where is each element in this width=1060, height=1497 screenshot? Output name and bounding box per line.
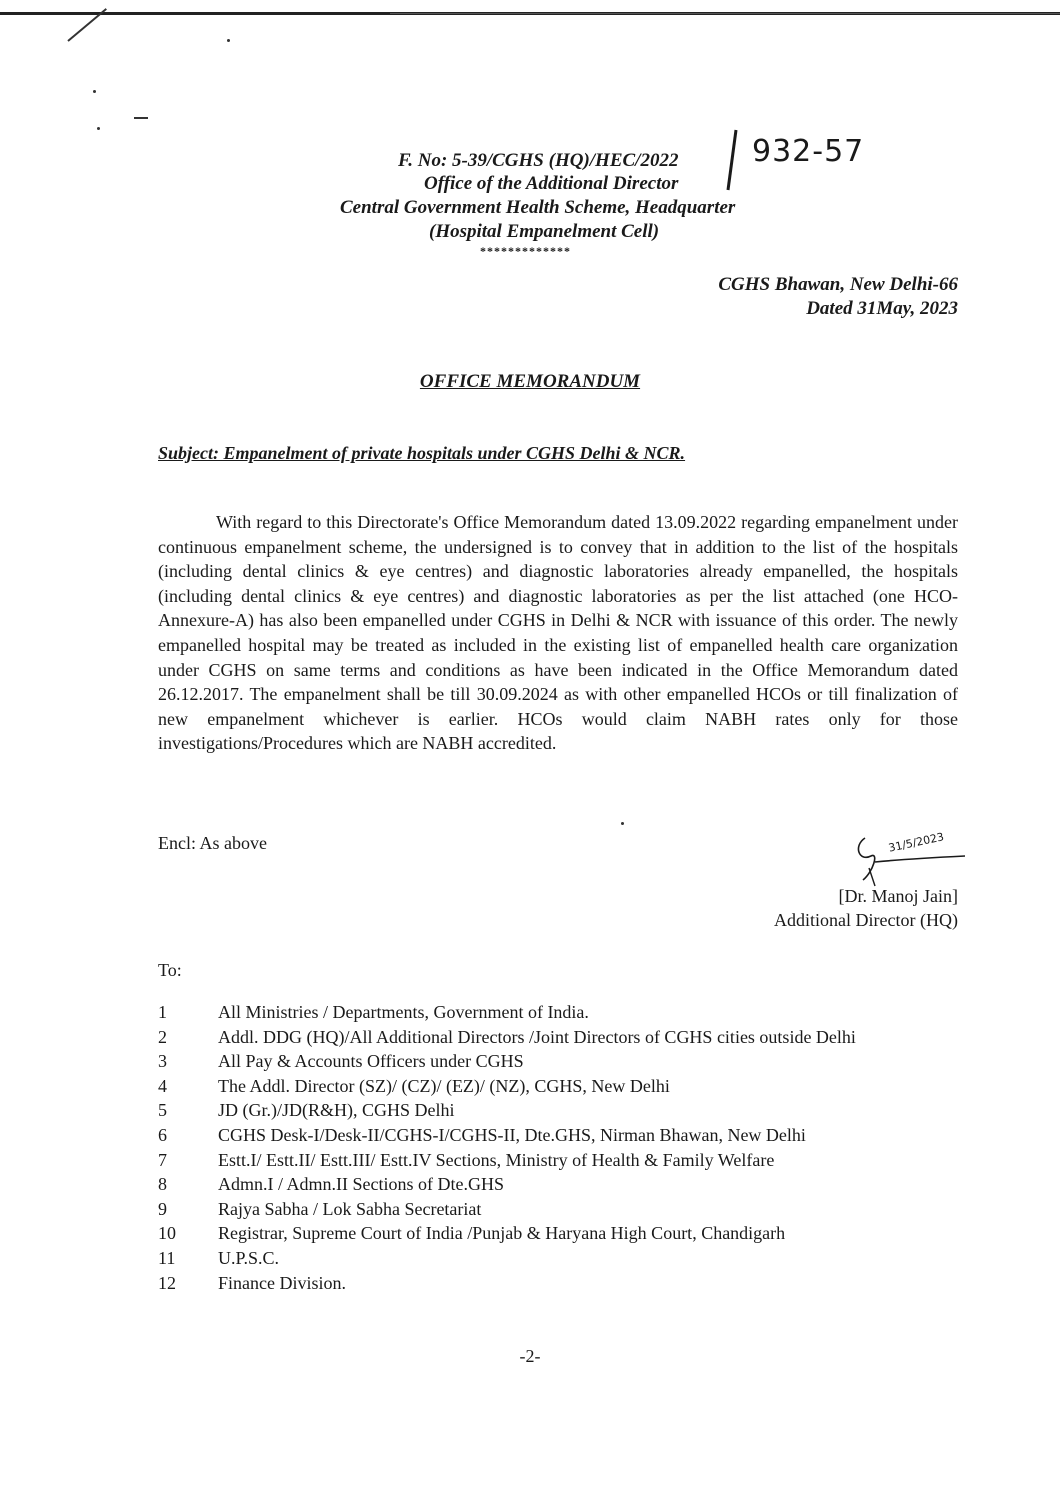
distribution-list bbox=[158, 1000, 958, 1295]
list-item: 11 U.P.S.C. bbox=[158, 1247, 280, 1268]
page-number: -2- bbox=[519, 1346, 541, 1366]
list-item: 6 CGHS Desk-I/Desk-II/CGHS-I/CGHS-II, Dte.GHS, Nirman Bhawan, New Delhi bbox=[158, 1124, 806, 1145]
separator-stars: ************* bbox=[480, 244, 571, 258]
list-item: 1 All Ministries / Departments, Government of India. bbox=[158, 1002, 589, 1022]
memo-body: With regard to this Directorate's Office Memorandum dated 13.09.2022 regarding empanelment under continuous empanelment scheme, the undersigned is to convey that in addition to the list of the hospitals (including dental clinics & eye centres) and diagnostic laboratories already empanelled, the hospitals (including dental clinics & eye centres) and diagnostic laboratories as per the list attached (one HCO-Annexure-A) has also been empanelled under CGHS in Delhi & NCR with issuance of this order. The newly empanelled hospital may be treated as included in the existing list of empanelled health care organization under CGHS on same terms and conditions as have been indicated in the Office Memorandum dated 26.12.2017. The empanelment shall be till 30.09.2024 as with other empanelled HCOs or till finalization of new empanelment whichever is earlier. HCOs would claim NABH rates only for those investigations/Procedures which are NABH accredited. bbox=[158, 512, 958, 754]
scan-speck bbox=[621, 822, 624, 825]
list-item: 2 Addl. DDG (HQ)/All Additional Directors /Joint Directors of CGHS cities outside Delhi bbox=[158, 1026, 856, 1047]
signature-date: 31/5/2023 bbox=[887, 830, 946, 855]
scan-dash bbox=[134, 117, 148, 119]
list-item: 7 Estt.I/ Estt.II/ Estt.III/ Estt.IV Sections, Ministry of Health & Family Welfare bbox=[158, 1149, 775, 1170]
signatory-name: [Dr. Manoj Jain] bbox=[838, 886, 958, 906]
scan-speck bbox=[97, 127, 100, 130]
list-item: 3 All Pay & Accounts Officers under CGHS bbox=[158, 1051, 524, 1072]
office-line: Office of the Additional Director bbox=[424, 173, 679, 194]
place-line: CGHS Bhawan, New Delhi-66 bbox=[718, 274, 958, 295]
signatory-designation: Additional Director (HQ) bbox=[774, 910, 958, 930]
organisation-line: Central Government Health Scheme, Headquarter bbox=[340, 197, 736, 218]
file-number: F. No: 5-39/CGHS (HQ)/HEC/2022 bbox=[398, 150, 679, 171]
to-label: To: bbox=[158, 960, 182, 980]
enclosure-note: Encl: As above bbox=[158, 833, 267, 853]
scan-top-rule-thin bbox=[390, 13, 1060, 14]
list-item: 10 Registrar, Supreme Court of India /Punjab & Haryana High Court, Chandigarh bbox=[158, 1223, 786, 1244]
list-item: 8 Admn.I / Admn.II Sections of Dte.GHS bbox=[158, 1174, 504, 1195]
memo-subject: Subject: Empanelment of private hospitals under CGHS Delhi & NCR. bbox=[158, 443, 686, 463]
list-item: 9 Rajya Sabha / Lok Sabha Secretariat bbox=[158, 1198, 482, 1219]
list-item: 4 The Addl. Director (SZ)/ (CZ)/ (EZ)/ (NZ), CGHS, New Delhi bbox=[158, 1075, 670, 1096]
list-item: 12 Finance Division. bbox=[158, 1272, 346, 1293]
handwritten-dispatch-number: 932-57 bbox=[752, 134, 865, 169]
scan-speck bbox=[93, 90, 96, 93]
date-line: Dated 31May, 2023 bbox=[806, 298, 958, 319]
handwritten-slash bbox=[718, 126, 748, 196]
scan-speck bbox=[227, 39, 230, 42]
list-item: 5 JD (Gr.)/JD(R&H), CGHS Delhi bbox=[158, 1100, 455, 1121]
cell-line: (Hospital Empanelment Cell) bbox=[429, 221, 660, 242]
memo-title: OFFICE MEMORANDUM bbox=[419, 371, 641, 392]
